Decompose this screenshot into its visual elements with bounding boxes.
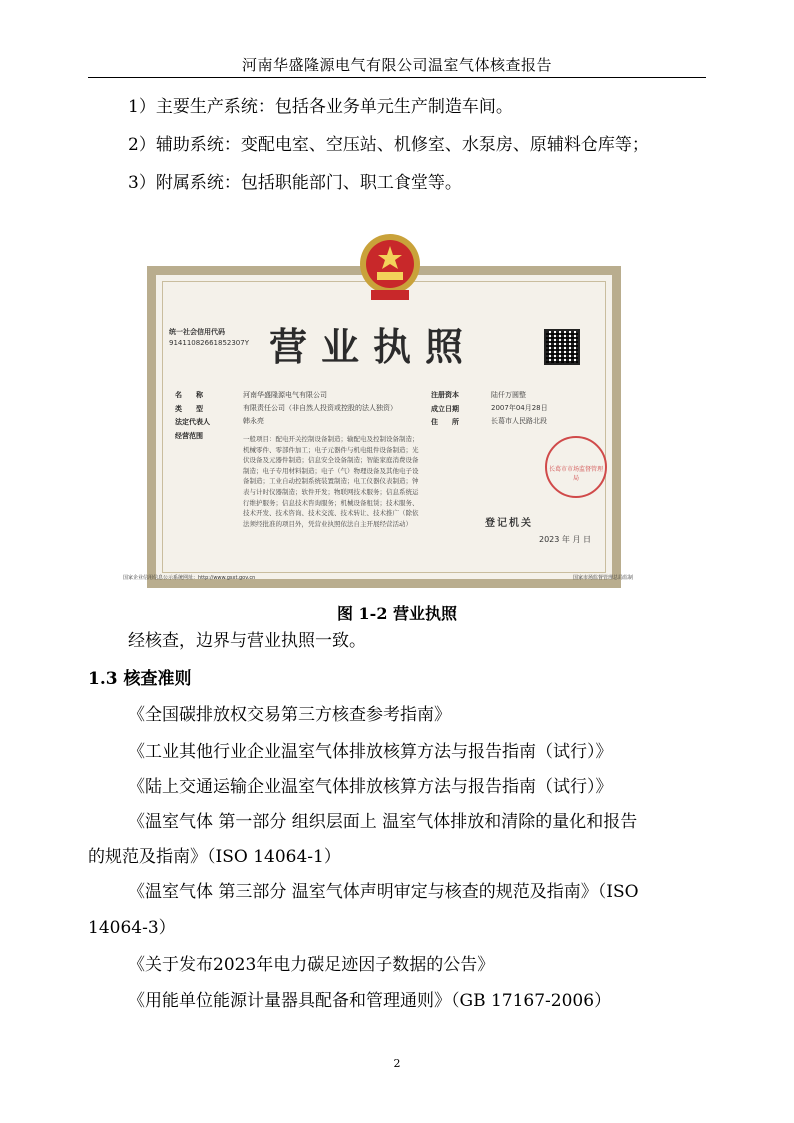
license-left-labels: 名 称 类 型 法定代表人 经营范围	[175, 391, 210, 440]
criteria-item: 《温室气体 第一部分 组织层面上 温室气体排放和清除的量化和报告	[128, 812, 638, 832]
license-established: 2007年04月28日	[491, 404, 548, 412]
criteria-item: 《关于发布2023年电力碳足迹因子数据的公告》	[128, 955, 495, 975]
license-legal-rep: 韩永亮	[243, 417, 264, 425]
license-address: 长葛市人民路北段	[491, 417, 547, 425]
criteria-item: 《温室气体 第三部分 温室气体声明审定与核查的规范及指南》（ISO	[128, 882, 639, 902]
license-capital: 陆仟万圆整	[491, 391, 526, 399]
license-scope: 一般项目：配电开关控制设备制造；输配电及控制设备制造；机械零件、零部件加工；电子元器件与机电组件设备制造；光伏设备及元器件制造；信息安全设备制造；智能家庭消费设备制造；电子专用材料制造；电子（气）物理设备及其他电子设备制造；工业自动控制系统装置制造；电工仪器仪表制造；钟表与计时仪器制造；软件开发；物联网技术服务；信息系统运行维护服务；信息技术咨询服务；机械设备租赁；技术服务、技术开发、技术咨询、技术交流、技术转让、技术推广（除依法须经批准的项目外，凭营业执照依法自主开展经营活动）	[243, 435, 419, 528]
criteria-item: 《工业其他行业企业温室气体排放核算方法与报告指南（试行）》	[128, 742, 613, 762]
system-affiliated: 3）附属系统：包括职能部门、职工食堂等。	[128, 173, 462, 193]
license-name: 河南华盛隆源电气有限公司	[243, 391, 327, 399]
credit-code: 91411082661852307Y	[169, 339, 249, 347]
page-number: 2	[393, 1057, 401, 1070]
page-header: 河南华盛隆源电气有限公司温室气体核查报告	[241, 56, 552, 74]
criteria-item: 《陆上交通运输企业温室气体排放核算方法与报告指南（试行）》	[128, 777, 613, 797]
criteria-item: 《用能单位能源计量器具配备和管理通则》（GB 17167-2006）	[128, 991, 612, 1011]
criteria-item: 《全国碳排放权交易第三方核查参考指南》	[128, 705, 451, 725]
credit-code-label: 统一社会信用代码	[169, 328, 225, 336]
system-auxiliary: 2）辅助系统：变配电室、空压站、机修室、水泵房、原辅料仓库等；	[128, 135, 649, 155]
license-footer-left: 国家企业信用信息公示系统网址：http://www.gsxt.gov.cn	[123, 575, 256, 581]
license-date: 2023 年 月 日	[539, 535, 591, 544]
section-heading: 1.3 核查准则	[88, 669, 192, 689]
registry-label: 登记机关	[485, 518, 533, 529]
header-rule	[88, 77, 706, 78]
license-right-labels: 注册资本 成立日期 住 所	[431, 391, 459, 426]
system-main: 1）主要生产系统：包括各业务单元生产制造车间。	[128, 97, 513, 117]
license-title: 营业执照	[269, 324, 478, 369]
national-emblem-icon	[357, 224, 423, 306]
official-seal: 长葛市市场监督管理局	[545, 436, 607, 498]
business-license-image	[121, 224, 645, 591]
qr-code-icon	[544, 329, 580, 365]
criteria-item-cont: 14064-3）	[88, 918, 176, 938]
figure-caption: 图 1-2 营业执照	[336, 604, 458, 623]
license-footer-right: 国家市场监督管理总局监制	[573, 575, 634, 581]
criteria-item-cont: 的规范及指南》（ISO 14064-1）	[88, 847, 341, 867]
license-type: 有限责任公司（非自然人投资或控股的法人独资）	[243, 404, 397, 412]
boundary-note: 经核查，边界与营业执照一致。	[128, 631, 366, 651]
